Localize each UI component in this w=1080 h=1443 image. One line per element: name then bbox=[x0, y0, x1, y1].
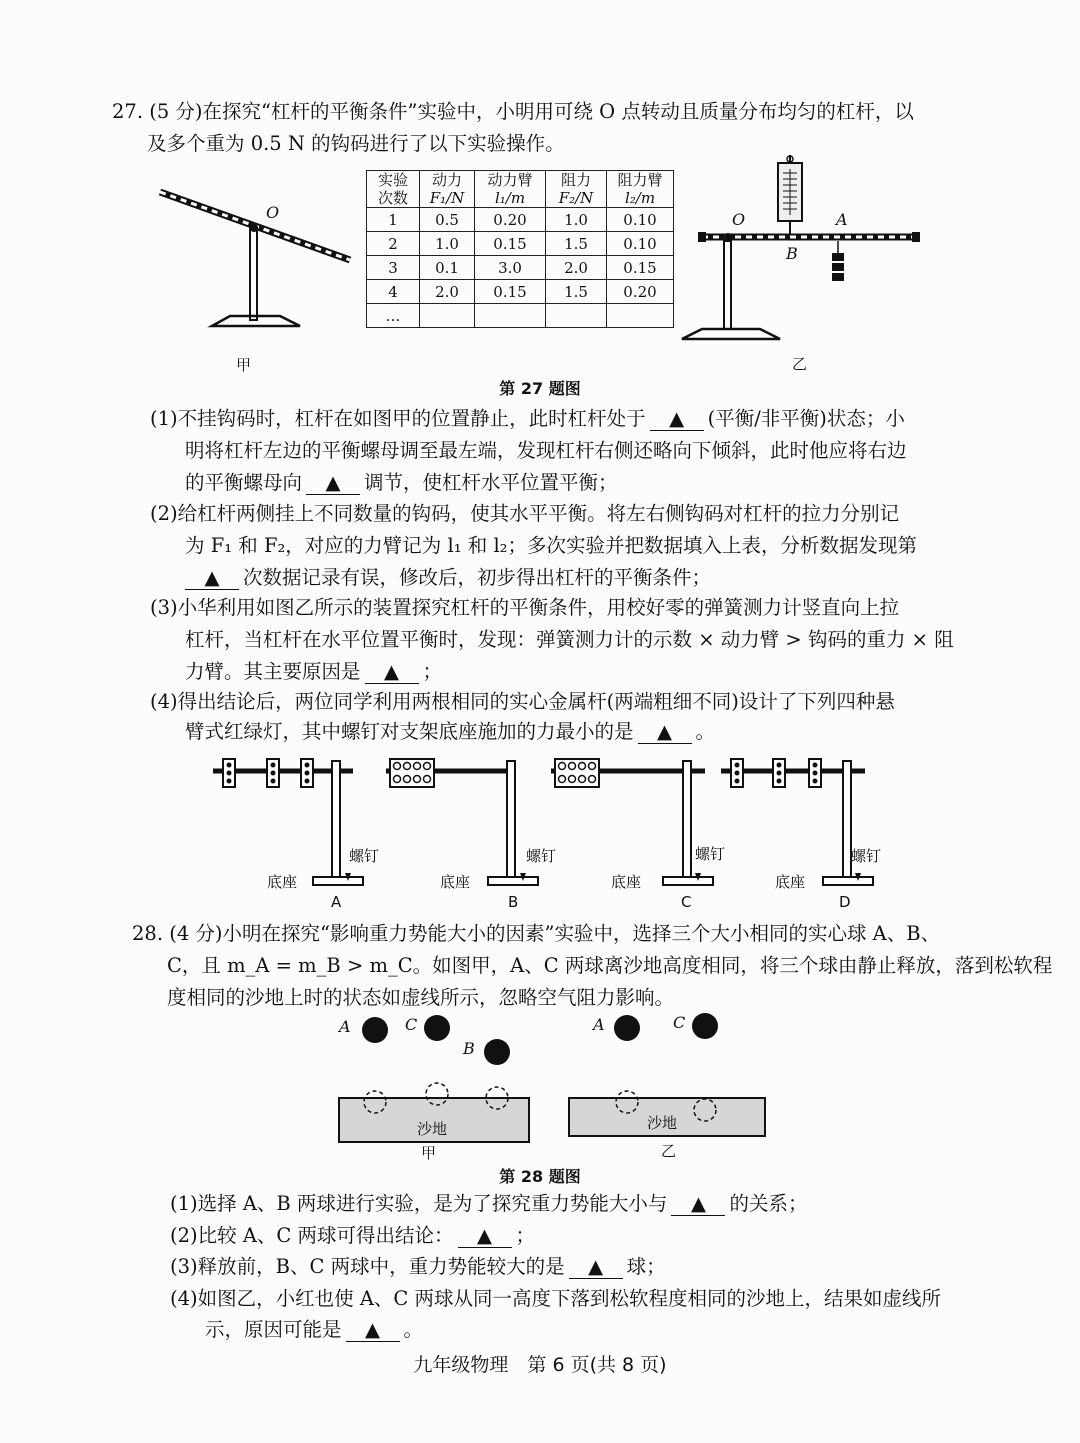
lever-stand-base bbox=[682, 329, 780, 339]
table-cell: 0.15 bbox=[475, 280, 546, 304]
point-o-label: O bbox=[732, 210, 746, 229]
q27-p3-line3: 力臂。其主要原因是 ▲ ； bbox=[185, 660, 443, 683]
table-cell bbox=[475, 304, 546, 328]
table-header-row bbox=[367, 171, 674, 208]
table-cell: 2.0 bbox=[546, 256, 607, 280]
table-cell: 3.0 bbox=[475, 256, 546, 280]
traffic-light-option-c bbox=[545, 755, 725, 910]
point-a-label: A bbox=[836, 210, 848, 229]
ball-b bbox=[484, 1039, 510, 1065]
q28-p4-line2: 示，原因可能是 ▲ 。 bbox=[205, 1318, 424, 1341]
answer-blank[interactable]: ▲ bbox=[306, 472, 360, 495]
sand-label: 沙地 bbox=[417, 1120, 448, 1138]
q27-figure-caption: 第 27 题图 bbox=[499, 379, 581, 398]
lever-stand-pole bbox=[724, 241, 731, 329]
table-cell: 1.5 bbox=[546, 280, 607, 304]
table-cell: 2.0 bbox=[420, 280, 475, 304]
table-cell: 1.0 bbox=[420, 232, 475, 256]
screw-label: 螺钉 bbox=[526, 847, 557, 865]
table-row bbox=[367, 232, 674, 256]
q27-intro-line1: 27. (5 分)在探究“杠杆的平衡条件”实验中，小明用可绕 O 点转动且质量分布均匀的杠杆，以 bbox=[112, 100, 914, 123]
option-letter: B bbox=[508, 893, 519, 911]
ball-b-label: B bbox=[463, 1039, 475, 1058]
table-cell: 0.10 bbox=[607, 232, 674, 256]
q27-p1-line1: (1)不挂钩码时，杠杆在如图甲的位置静止，此时杠杆处于 ▲ (平衡/非平衡)状态；小 bbox=[150, 407, 905, 430]
fig-yi-label: 乙 bbox=[661, 1142, 677, 1160]
ball-drop-figure-yi bbox=[565, 1010, 785, 1160]
point-b-label: B bbox=[786, 244, 798, 263]
table-row bbox=[367, 304, 674, 328]
screw-label: 螺钉 bbox=[851, 847, 882, 865]
header-cell: 实验 次数 bbox=[367, 171, 420, 208]
ball-c bbox=[692, 1013, 718, 1039]
q28-intro-line3: 度相同的沙地上时的状态如虚线所示，忽略空气阻力影响。 bbox=[167, 986, 675, 1009]
header-cell: 阻力 F₂/N bbox=[546, 171, 607, 208]
ball-c bbox=[424, 1015, 450, 1041]
q27-p1-line2: 明将杠杆左边的平衡螺母调至最左端，发现杠杆右侧还略向下倾斜，此时他应将右边 bbox=[185, 439, 907, 462]
q28-p3: (3)释放前，B、C 两球中，重力势能较大的是 ▲ 球； bbox=[170, 1255, 666, 1278]
table-cell: 0.20 bbox=[607, 280, 674, 304]
page-footer: 九年级物理 第 6 页(共 8 页) bbox=[413, 1354, 667, 1376]
q27-p4-line2: 臂式红绿灯，其中螺钉对支架底座施加的力最小的是 ▲ 。 bbox=[185, 720, 716, 743]
pivot-o bbox=[724, 233, 732, 241]
table-cell bbox=[607, 304, 674, 328]
q28-figure-caption: 第 28 题图 bbox=[499, 1167, 581, 1186]
lever-figure-jia bbox=[150, 180, 370, 380]
answer-blank[interactable]: ▲ bbox=[569, 1256, 623, 1279]
screw-label: 螺钉 bbox=[349, 847, 380, 865]
header-cell: 阻力臂 l₂/m bbox=[607, 171, 674, 208]
table-cell: 0.15 bbox=[607, 256, 674, 280]
base-label: 底座 bbox=[775, 873, 806, 891]
traffic-light-option-d bbox=[715, 755, 895, 910]
table-cell: 0.20 bbox=[475, 208, 546, 232]
q27-p2-line3: ▲ 次数据记录有误，修改后，初步得出杠杆的平衡条件； bbox=[185, 564, 711, 592]
fig-yi-label: 乙 bbox=[792, 355, 808, 373]
q27-p2-line1: (2)给杠杆两侧挂上不同数量的钩码，使其水平平衡。将左右侧钩码对杠杆的拉力分别记 bbox=[150, 502, 900, 525]
q27-p1-line3: 的平衡螺母向 ▲ 调节，使杠杆水平位置平衡； bbox=[185, 471, 618, 494]
answer-blank[interactable]: ▲ bbox=[185, 567, 239, 590]
table-cell bbox=[420, 304, 475, 328]
answer-blank[interactable]: ▲ bbox=[346, 1319, 400, 1342]
option-letter: D bbox=[839, 893, 851, 911]
base-label: 底座 bbox=[440, 873, 471, 891]
q27-p3-line2: 杠杆，当杠杆在水平位置平衡时，发现：弹簧测力计的示数 × 动力臂 > 钩码的重力 × 阻 bbox=[185, 628, 954, 651]
q28-p4-line1: (4)如图乙，小红也使 A、C 两球从同一高度下落到松软程度相同的沙地上，结果如虚线所 bbox=[170, 1287, 942, 1310]
ball-c-label: C bbox=[405, 1015, 418, 1034]
table-cell: 0.15 bbox=[475, 232, 546, 256]
table-cell: 0.10 bbox=[607, 208, 674, 232]
base-label: 底座 bbox=[611, 873, 642, 891]
table-row bbox=[367, 256, 674, 280]
hook-weights bbox=[832, 241, 844, 281]
traffic-light-option-a bbox=[205, 755, 385, 910]
header-cell: 动力 F₁/N bbox=[420, 171, 475, 208]
ball-drop-figure-jia bbox=[335, 1010, 555, 1160]
table-cell: 2 bbox=[367, 232, 420, 256]
q27-p3-line1: (3)小华利用如图乙所示的装置探究杠杆的平衡条件，用校好零的弹簧测力计竖直向上拉 bbox=[150, 596, 900, 619]
experiment-data-table bbox=[366, 170, 674, 328]
table-cell: 1.0 bbox=[546, 208, 607, 232]
q27-intro-line2: 及多个重为 0.5 N 的钩码进行了以下实验操作。 bbox=[147, 132, 565, 155]
screw-label: 螺钉 bbox=[695, 845, 726, 863]
table-cell: … bbox=[367, 304, 420, 328]
q28-p2: (2)比较 A、C 两球可得出结论： ▲ ； bbox=[170, 1224, 536, 1247]
table-row bbox=[367, 280, 674, 304]
table-cell: 3 bbox=[367, 256, 420, 280]
q27-p4-line1: (4)得出结论后，两位同学利用两根相同的实心金属杆(两端粗细不同)设计了下列四种悬 bbox=[150, 690, 895, 713]
fig-jia-label: 甲 bbox=[236, 356, 252, 374]
q28-p1: (1)选择 A、B 两球进行实验，是为了探究重力势能大小与 ▲ 的关系； bbox=[170, 1192, 808, 1215]
traffic-light-option-b bbox=[380, 755, 560, 910]
table-cell: 4 bbox=[367, 280, 420, 304]
q28-intro-line2: C，且 m_A = m_B > m_C。如图甲，A、C 两球离沙地高度相同，将三个球由静止释放，落到松软程 bbox=[167, 954, 1053, 977]
sand-label: 沙地 bbox=[647, 1114, 678, 1132]
table-cell bbox=[546, 304, 607, 328]
lever-stand-pole bbox=[250, 228, 257, 320]
answer-blank[interactable]: ▲ bbox=[458, 1225, 512, 1248]
fig-jia-label: 甲 bbox=[421, 1144, 437, 1162]
q27-p2-line2: 为 F₁ 和 F₂，对应的力臂记为 l₁ 和 l₂；多次实验并把数据填入上表，分析数据发现第 bbox=[185, 534, 917, 557]
lever-figure-yi bbox=[680, 155, 940, 375]
base-label: 底座 bbox=[267, 873, 298, 891]
answer-blank[interactable]: ▲ bbox=[638, 721, 692, 744]
table-cell: 1 bbox=[367, 208, 420, 232]
point-o-label: O bbox=[266, 203, 280, 222]
ball-c-label: C bbox=[673, 1013, 686, 1032]
table-cell: 0.5 bbox=[420, 208, 475, 232]
header-cell: 动力臂 l₁/m bbox=[475, 171, 546, 208]
option-letter: A bbox=[331, 893, 342, 911]
spring-scale bbox=[778, 155, 802, 237]
table-row bbox=[367, 208, 674, 232]
option-letter: C bbox=[681, 893, 692, 911]
answer-blank[interactable]: ▲ bbox=[671, 1193, 725, 1216]
answer-blank[interactable]: ▲ bbox=[365, 661, 419, 684]
q28-intro-line1: 28. (4 分)小明在探究“影响重力势能大小的因素”实验中，选择三个大小相同的实心球 A、B、 bbox=[132, 922, 941, 945]
table-cell: 0.1 bbox=[420, 256, 475, 280]
ball-a bbox=[614, 1015, 640, 1041]
ball-a-label: A bbox=[593, 1015, 605, 1034]
answer-blank[interactable]: ▲ bbox=[650, 408, 704, 431]
ball-a-label: A bbox=[339, 1017, 351, 1036]
table-cell: 1.5 bbox=[546, 232, 607, 256]
ball-a bbox=[362, 1017, 388, 1043]
